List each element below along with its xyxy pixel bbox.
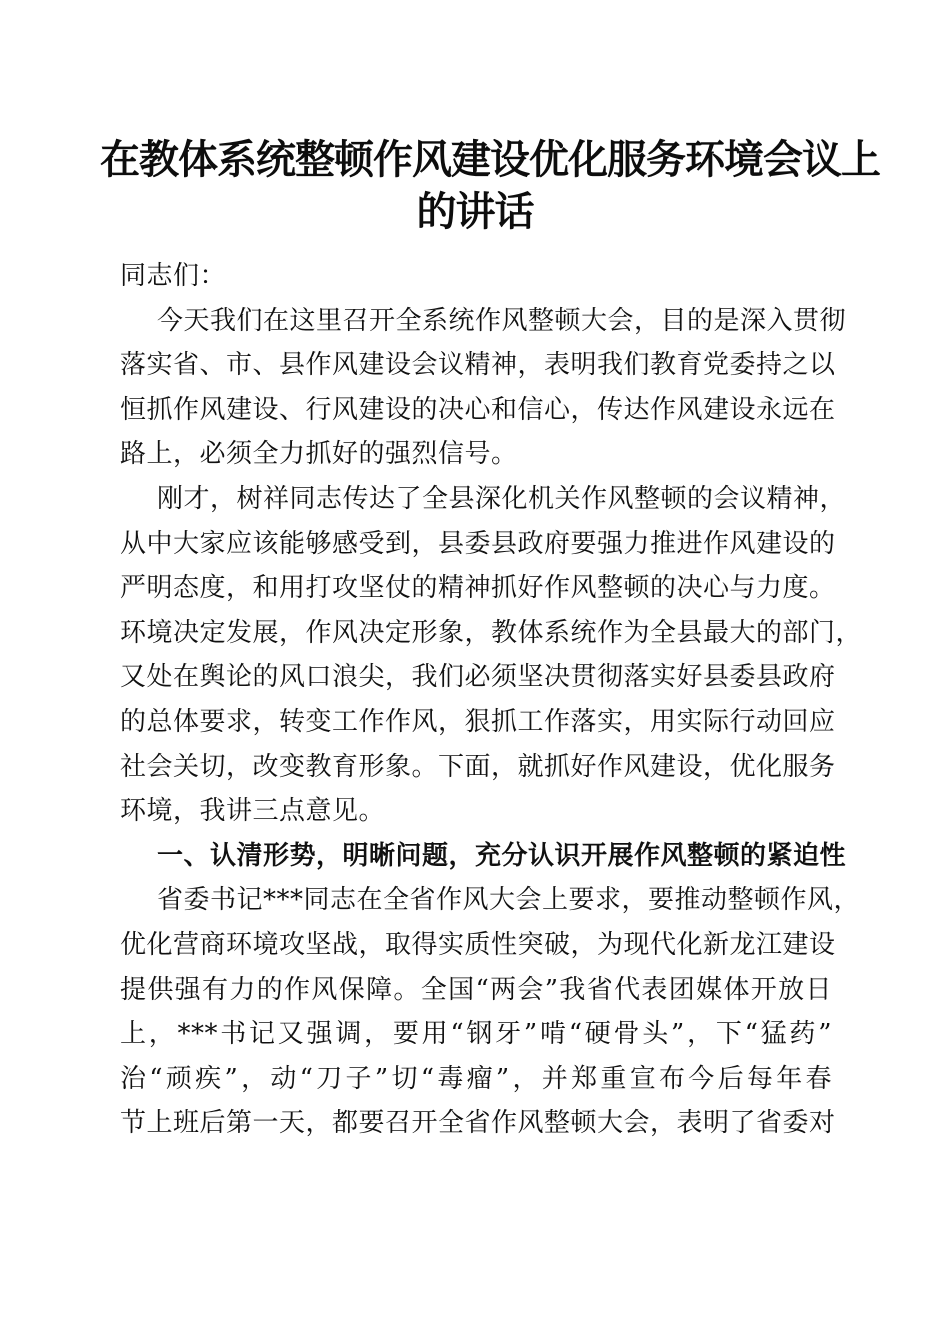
paragraph-3-line: 提供强有力的作风保障。全国“两会”我省代表团媒体开放日 (120, 974, 832, 1005)
paragraph-3-line: 治“顽疾”，动“刀子”切“毒瘤”，并郑重宣布今后每年春 (120, 1063, 832, 1094)
paragraph-3-line: 上，***书记又强调，要用“钢牙”啃“硬骨头”，下“猛药” (120, 1019, 832, 1050)
paragraph-2-line: 的总体要求，转变工作作风，狠抓工作落实，用实际行动回应 (120, 706, 836, 737)
section-heading-1: 一、认清形势，明晰问题，充分认识开展作风整顿的紧迫性 (157, 840, 847, 871)
paragraph-2-line: 严明态度，和用打攻坚仗的精神抓好作风整顿的决心与力度。 (120, 573, 836, 604)
paragraph-1-line: 今天我们在这里召开全系统作风整顿大会，目的是深入贯彻 (157, 305, 847, 336)
paragraph-3-line: 省委书记***同志在全省作风大会上要求，要推动整顿作风， (157, 885, 861, 916)
paragraph-3-line: 优化营商环境攻坚战，取得实质性突破，为现代化新龙江建设 (120, 929, 836, 960)
paragraph-2-line: 刚才，树祥同志传达了全县深化机关作风整顿的会议精神， (157, 483, 847, 514)
paragraph-1-line: 路上，必须全力抓好的强烈信号。 (120, 439, 518, 470)
paragraph-2-line: 社会关切，改变教育形象。下面，就抓好作风建设，优化服务 (120, 751, 836, 782)
paragraph-2-line: 又处在舆论的风口浪尖，我们必须坚决贯彻落实好县委县政府 (120, 662, 836, 693)
paragraph-1-line: 落实省、市、县作风建设会议精神，表明我们教育党委持之以 (120, 350, 836, 381)
document-body (120, 254, 863, 1146)
salutation: 同志们： (120, 261, 227, 291)
paragraph-2-line: 环境决定发展，作风决定形象，教体系统作为全县最大的部门， (120, 617, 863, 648)
paragraph-2-line: 从中大家应该能够感受到，县委县政府要强力推进作风建设的 (120, 528, 836, 559)
paragraph-2-line: 环境，我讲三点意见。 (120, 796, 386, 827)
document-title-line-2: 的讲话 (416, 188, 534, 235)
paragraph-1-line: 恒抓作风建设、行风建设的决心和信心，传达作风建设永远在 (120, 394, 836, 425)
paragraph-3-line: 节上班后第一天，都要召开全省作风整顿大会，表明了省委对 (120, 1108, 836, 1139)
document-title-line-1: 在教体系统整顿作风建设优化服务环境会议上 (100, 136, 880, 183)
